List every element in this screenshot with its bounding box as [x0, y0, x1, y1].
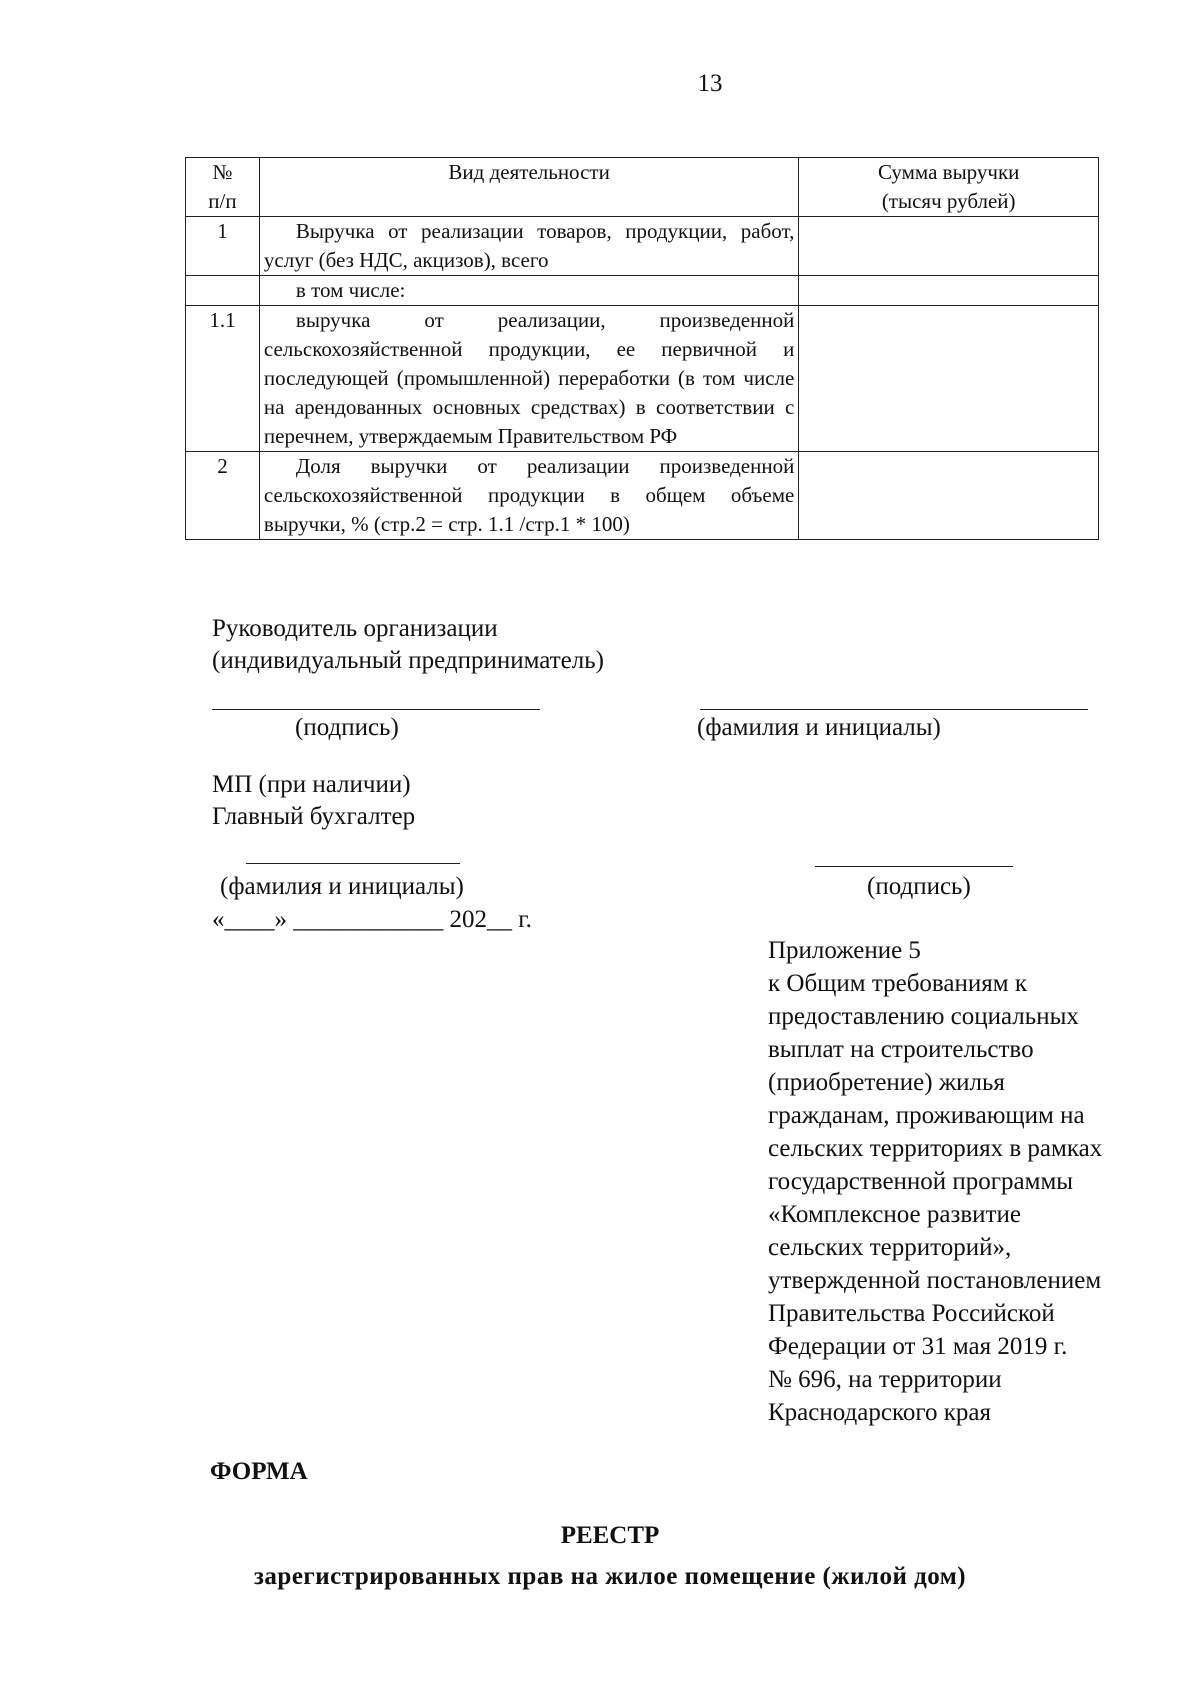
- appendix-line: предоставлению социальных: [768, 1003, 1079, 1030]
- table-row: [186, 276, 1099, 306]
- appendix-line: Правительства Российской: [768, 1300, 1055, 1327]
- appendix-line: сельских территорий»,: [768, 1234, 1012, 1261]
- caption-signature: (подпись): [295, 714, 399, 741]
- row-sum: [799, 276, 1099, 306]
- date-line: «____» ____________ 202__ г.: [212, 906, 532, 933]
- row-sum: [799, 306, 1099, 452]
- accountant-signature-line: [815, 866, 1013, 867]
- row-number: 2: [186, 452, 260, 540]
- appendix-line: «Комплексное развитие: [768, 1201, 1021, 1228]
- signature-line: [212, 709, 540, 710]
- chief-accountant-label: Главный бухгалтер: [212, 803, 416, 830]
- appendix-line: № 696, на территории: [768, 1366, 1002, 1393]
- appendix-line: утвержденной постановлением: [768, 1267, 1102, 1294]
- accountant-name-line: [246, 863, 460, 864]
- stamp-label: МП (при наличии): [212, 771, 411, 798]
- row-sum: [799, 217, 1099, 276]
- appendix-line: Федерации от 31 мая 2019 г.: [768, 1333, 1068, 1360]
- head-title-line2: (индивидуальный предприниматель): [212, 647, 604, 674]
- row-activity-text: выручка от реализации, произведенной сельскохозяйственной продукции, ее первичной и последующей (промышленной) переработки (в том числе на арендованных основных средствах) в соответствии с перечнем, утверждаемым Правительством РФ: [263, 308, 795, 448]
- appendix-line: государственной программы: [768, 1168, 1074, 1195]
- row-activity: [259, 306, 798, 452]
- row-number: 1.1: [186, 306, 260, 452]
- row-activity-text: Выручка от реализации товаров, продукции, работ, услуг (без НДС, акцизов), всего: [263, 219, 795, 272]
- header-sum: [799, 158, 1099, 217]
- table-row: [186, 452, 1099, 540]
- row-sum: [799, 452, 1099, 540]
- revenue-table: [185, 157, 1099, 540]
- appendix-line: выплат на строительство: [768, 1036, 1034, 1063]
- appendix-block: [768, 934, 1168, 1429]
- caption-name: (фамилия и инициалы): [697, 714, 941, 741]
- form-label: ФОРМА: [210, 1458, 308, 1485]
- appendix-line: сельских территориях в рамках: [768, 1135, 1103, 1162]
- name-line: [700, 709, 1088, 710]
- appendix-line: гражданам, проживающим на: [768, 1102, 1085, 1129]
- registry-title: РЕЕСТР: [560, 1522, 660, 1549]
- header-number-line2: п/п: [208, 189, 237, 213]
- appendix-line: Краснодарского края: [768, 1399, 991, 1426]
- row-number: 1: [186, 217, 260, 276]
- row-activity: [259, 452, 798, 540]
- header-number-line1: №: [212, 160, 233, 184]
- caption-name-2: (фамилия и инициалы): [220, 873, 464, 900]
- row-activity-text: Доля выручки от реализации произведенной сельскохозяйственной продукции в общем объеме выручки, % (стр.2 = стр. 1.1 /стр.1 * 100): [263, 454, 795, 536]
- head-title-line1: Руководитель организации: [212, 615, 498, 642]
- header-activity: Вид деятельности: [259, 158, 798, 217]
- appendix-line: к Общим требованиям к: [768, 970, 1027, 997]
- table-header-row: [186, 158, 1099, 217]
- row-activity-text: в том числе:: [295, 278, 406, 302]
- header-sum-line1: Сумма выручки: [877, 160, 1020, 184]
- table-row: [186, 306, 1099, 452]
- appendix-line: (приобретение) жилья: [768, 1069, 1005, 1096]
- row-number: [186, 276, 260, 306]
- header-sum-line2: (тысяч рублей): [881, 189, 1016, 213]
- caption-signature-2: (подпись): [867, 873, 971, 900]
- page-number: 13: [697, 70, 723, 97]
- row-activity: [259, 217, 798, 276]
- appendix-line: Приложение 5: [768, 937, 921, 964]
- table-row: [186, 217, 1099, 276]
- row-activity: [259, 276, 798, 306]
- registry-subtitle: зарегистрированных прав на жилое помещение (жилой дом): [253, 1563, 967, 1590]
- header-number: [186, 158, 260, 217]
